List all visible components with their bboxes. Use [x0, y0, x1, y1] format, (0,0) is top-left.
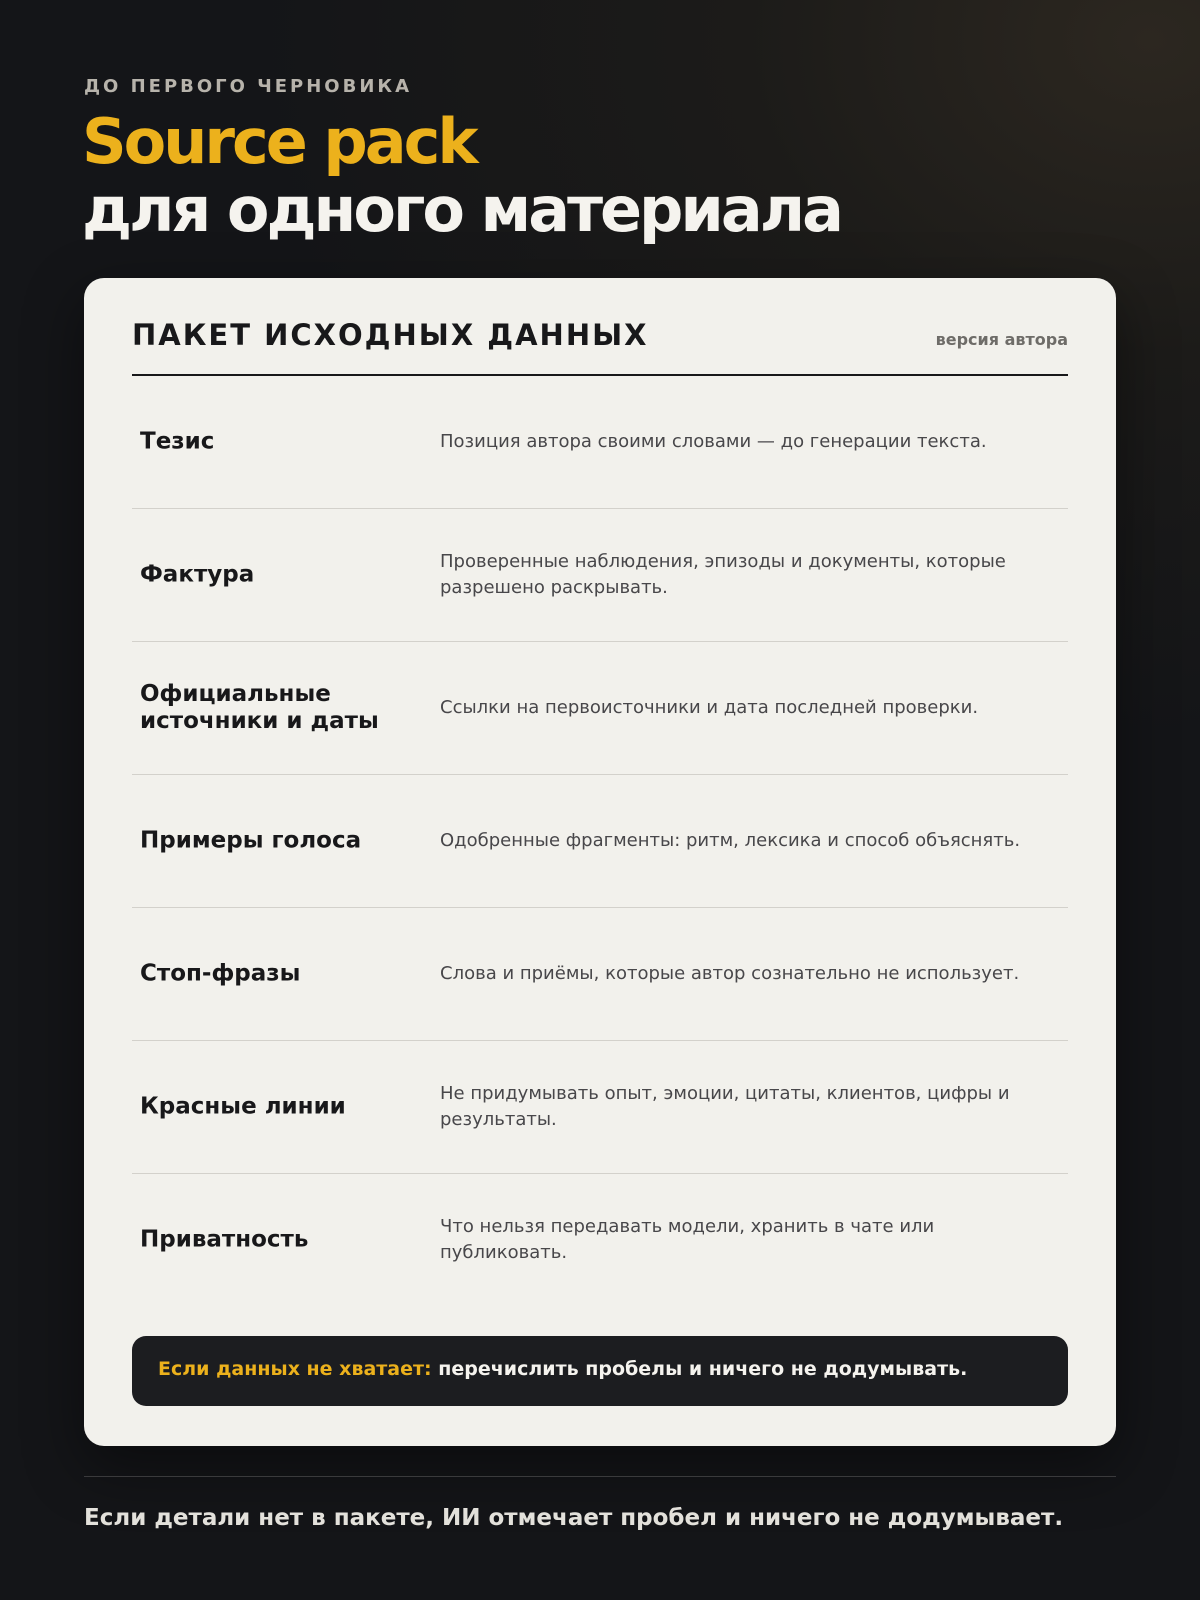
card-version-label: версия автора — [935, 330, 1068, 349]
source-pack-card — [84, 278, 1116, 1446]
card-header — [132, 318, 1068, 376]
card-title: ПАКЕТ ИСХОДНЫХ ДАННЫХ — [132, 318, 649, 352]
row-description: Что нельзя передавать модели, хранить в чате или публиковать. — [440, 1216, 935, 1263]
row-label: Тезис — [140, 428, 215, 455]
row-thesis — [132, 376, 1068, 509]
row-label: Приватность — [140, 1226, 309, 1253]
page-title: для одного материала — [82, 173, 841, 246]
row-sources — [132, 642, 1068, 775]
row-description: Не придумывать опыт, эмоции, цитаты, клиентов, цифры и результаты. — [440, 1083, 1010, 1130]
row-description: Слова и приёмы, которые автор сознательно не использует. — [440, 963, 1020, 984]
row-label: Официальные источники и даты — [140, 681, 379, 734]
missing-data-note — [132, 1336, 1068, 1406]
row-privacy — [132, 1174, 1068, 1306]
row-description: Проверенные наблюдения, эпизоды и документы, которые разрешено раскрывать. — [440, 551, 1006, 598]
row-voice-examples — [132, 775, 1068, 908]
row-red-lines — [132, 1041, 1068, 1174]
row-stop-phrases — [132, 908, 1068, 1041]
card-rows — [132, 376, 1068, 1306]
note-text — [158, 1358, 967, 1380]
note-accent: Если данных не хватает: — [158, 1358, 432, 1380]
row-label: Фактура — [140, 561, 255, 588]
row-label: Примеры голоса — [140, 827, 362, 854]
title-accent: Source pack — [82, 105, 476, 178]
footer-divider — [84, 1476, 1116, 1477]
row-description: Позиция автора своими словами — до генерации текста. — [440, 431, 987, 452]
note-body: перечислить пробелы и ничего не додумывать. — [431, 1358, 968, 1380]
row-description: Одобренные фрагменты: ритм, лексика и способ объяснять. — [440, 830, 1021, 851]
footer-text: Если детали нет в пакете, ИИ отмечает пробел и ничего не додумывает. — [84, 1505, 1064, 1531]
row-facts — [132, 509, 1068, 642]
row-description: Ссылки на первоисточники и дата последней проверки. — [440, 697, 979, 718]
eyebrow: ДО ПЕРВОГО ЧЕРНОВИКА — [84, 76, 413, 97]
row-label: Красные линии — [140, 1093, 346, 1120]
page — [84, 0, 1116, 1600]
row-label: Стоп-фразы — [140, 960, 301, 987]
